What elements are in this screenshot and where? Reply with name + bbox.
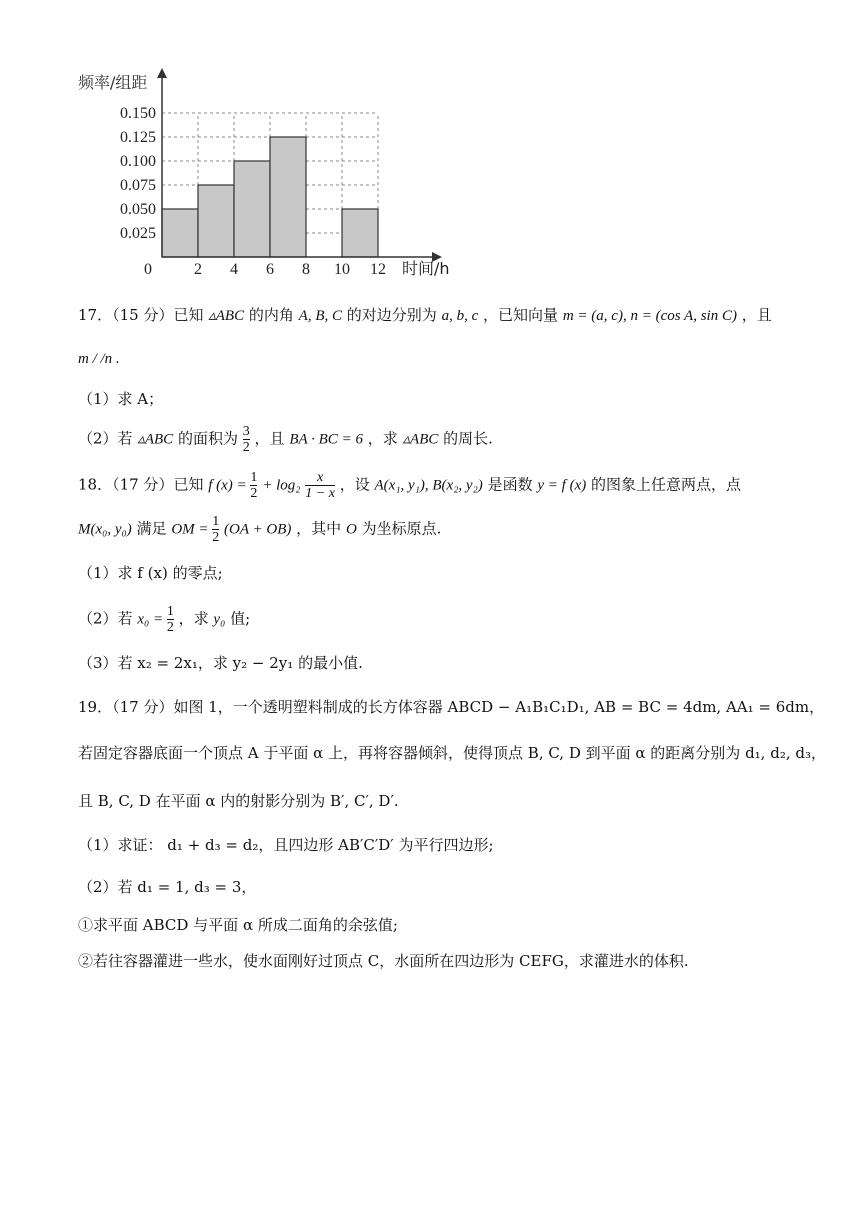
numerator: 1 — [250, 470, 258, 485]
y-tick-label: 0.050 — [120, 201, 156, 218]
text: 18．（17 分）已知 — [78, 475, 204, 494]
x-tick-label: 4 — [230, 261, 238, 278]
text: ，求 — [178, 609, 209, 628]
fraction-1-2 — [212, 514, 219, 545]
p19-q2: （2）若 d₁ = 1, d₃ = 3， — [78, 878, 257, 896]
bars — [162, 137, 378, 257]
numerator: 1 — [212, 514, 220, 529]
text: ，其中 — [296, 519, 342, 538]
x-tick-label: 12 — [370, 261, 386, 278]
x-tick-label: 8 — [302, 261, 310, 278]
denominator: 1 − x — [305, 486, 335, 501]
math-f: f (x) = — [208, 477, 251, 494]
x-tick-label: 2 — [194, 261, 202, 278]
histogram-bar — [198, 185, 234, 257]
histogram-svg — [74, 62, 474, 284]
numerator: 1 — [166, 604, 174, 619]
histogram — [74, 62, 474, 284]
text: 的内角 — [248, 306, 294, 324]
x-axis-title: 时间/h — [402, 259, 450, 278]
numerator: x — [316, 470, 324, 485]
text: 为坐标原点. — [361, 519, 442, 538]
math-dot-product: BA · BC = 6 — [289, 431, 363, 448]
denominator: 2 — [242, 440, 250, 455]
p17-line2: m / /n . — [78, 351, 120, 367]
p19-line1: 19．（17 分）如图 1，一个透明塑料制成的长方体容器 ABCD − A₁B₁C₁D₁, AB = BC = 4dm, AA₁ = 6dm， — [78, 698, 825, 716]
math-angles: A, B, C — [298, 308, 343, 324]
text: （2）若 — [78, 429, 133, 448]
text: ，求 — [367, 429, 398, 448]
math-O: O — [345, 521, 357, 538]
histogram-bar — [342, 209, 378, 257]
math-vectors: m = (a, c), n = (cos A, sin C) — [562, 308, 737, 324]
fraction-3-2 — [243, 424, 250, 455]
denominator: 2 — [250, 486, 258, 501]
text: 满足 — [136, 519, 167, 538]
text: （2）若 — [78, 609, 133, 628]
math-sides: a, b, c — [441, 308, 479, 324]
y-tick-label: 0.025 — [120, 225, 156, 242]
math-M: M(x₀, y₀) — [78, 521, 132, 538]
histogram-bar — [234, 161, 270, 257]
text: ，且 — [254, 429, 285, 448]
text: 值; — [230, 609, 251, 628]
fraction-x — [305, 470, 335, 501]
math-triangle: ▵ABC — [208, 308, 245, 324]
y-tick-label: 0.150 — [120, 105, 156, 122]
fraction-1-2 — [167, 604, 174, 635]
math-OM: OM = — [171, 521, 213, 538]
text: 的图象上任意两点，点 — [591, 475, 742, 494]
text: 的周长. — [443, 429, 493, 448]
text: 是函数 — [487, 475, 533, 494]
y-axis-arrow-icon — [157, 68, 167, 78]
text: 的面积为 — [177, 429, 238, 448]
p18-line2 — [78, 514, 798, 545]
text: ，已知向量 — [483, 306, 559, 324]
math-x0: x₀ = — [137, 611, 167, 628]
math-triangle: ▵ABC — [137, 431, 174, 448]
p19-q2-2: ②若往容器灌进一些水，使水面刚好过顶点 C，水面所在四边形为 CEFG，求灌进水的体积. — [78, 952, 689, 970]
fraction-1-2 — [250, 470, 257, 501]
p18-q3: （3）若 x₂ = 2x₁，求 y₂ − 2y₁ 的最小值. — [78, 654, 363, 672]
y-axis-title: 频率/组距 — [78, 73, 148, 92]
math-OA-OB: (OA + OB) — [224, 521, 292, 538]
histogram-bar — [162, 209, 198, 257]
x-tick-label: 10 — [334, 261, 350, 278]
y-tick-label: 0.125 — [120, 129, 156, 146]
y-tick-label: 0.100 — [120, 153, 156, 170]
p19-q2-1: ①求平面 ABCD 与平面 α 所成二面角的余弦值; — [78, 916, 398, 934]
p19-line3: 且 B, C, D 在平面 α 内的射影分别为 B′, C′, D′. — [78, 792, 399, 810]
text: 17．（15 分）已知 — [78, 306, 204, 324]
math-points: A(x₁, y₁), B(x₂, y₂) — [374, 477, 483, 494]
origin-label: 0 — [144, 261, 152, 278]
y-tick-label: 0.075 — [120, 177, 156, 194]
p18-line1 — [78, 470, 798, 501]
text: ，且 — [741, 306, 772, 324]
text: ，设 — [339, 475, 370, 494]
histogram-bar — [270, 137, 306, 257]
p17-q2 — [78, 424, 798, 455]
text: 的对边分别为 — [346, 306, 437, 324]
p19-q1: （1）求证： d₁ + d₃ = d₂，且四边形 AB′C′D′ 为平行四边形; — [78, 836, 494, 854]
p17-q1: （1）求 A； — [78, 390, 164, 408]
numerator: 3 — [242, 424, 250, 439]
p18-q2 — [78, 604, 798, 635]
math-y0: y₀ — [213, 611, 226, 628]
math-y-fx: y = f (x) — [537, 477, 587, 494]
p19-line2: 若固定容器底面一个顶点 A 于平面 α 上，再将容器倾斜，使得顶点 B, C, D 到平面 α 的距离分别为 d₁, d₂, d₃， — [78, 744, 826, 762]
math-log: + log₂ — [262, 477, 301, 494]
math-triangle: ▵ABC — [402, 431, 439, 448]
denominator: 2 — [212, 530, 220, 545]
p17-line1 — [78, 302, 798, 329]
x-tick-label: 6 — [266, 261, 274, 278]
denominator: 2 — [166, 620, 174, 635]
p18-q1: （1）求 f (x) 的零点; — [78, 564, 223, 582]
